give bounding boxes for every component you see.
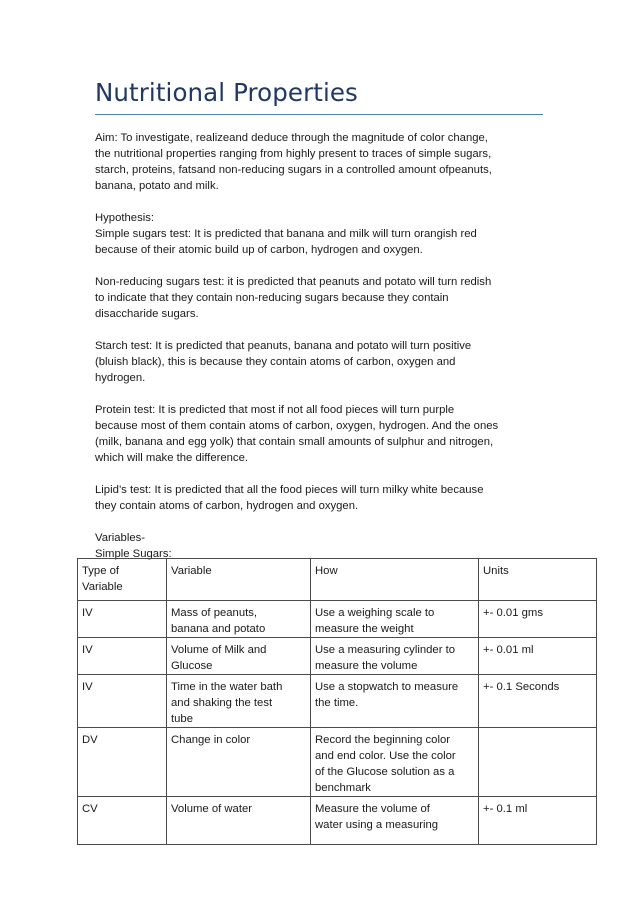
header-cell-how xyxy=(311,559,479,601)
cell-text: banana and potato xyxy=(171,623,266,635)
cell-text: Record the beginning color xyxy=(315,734,451,746)
cell-text: water using a measuring xyxy=(315,819,439,831)
table-row xyxy=(78,675,597,728)
non-reducing-paragraph xyxy=(95,274,543,322)
lipid-paragraph xyxy=(95,482,543,514)
title-underline xyxy=(95,114,543,115)
cell-variable xyxy=(167,797,311,845)
cell-variable xyxy=(167,728,311,797)
cell-text: IV xyxy=(82,607,93,619)
protein-line: which will make the difference. xyxy=(95,452,248,464)
non-reducing-line: to indicate that they contain non-reducing sugars because they contain xyxy=(95,292,449,304)
cell-text: Volume of water xyxy=(171,803,253,815)
cell-text: +- 0.1 ml xyxy=(483,803,528,815)
protein-line: because most of them contain atoms of carbon, oxygen, hydrogen. And the ones xyxy=(95,420,499,432)
simple-sugars-heading: Simple Sugars: xyxy=(95,548,172,560)
cell-type xyxy=(78,675,167,728)
cell-text: measure the volume xyxy=(315,660,418,672)
cell-text: and shaking the test xyxy=(171,697,273,709)
cell-text: and end color. Use the color xyxy=(315,750,456,762)
cell-units xyxy=(479,675,597,728)
aim-line: starch, proteins, fatsand non-reducing sugars in a controlled amount ofpeanuts, xyxy=(95,164,492,176)
lipid-line: they contain atoms of carbon, hydrogen and oxygen. xyxy=(95,500,359,512)
cell-text: Use a measuring cylinder to xyxy=(315,644,456,656)
aim-line: the nutritional properties ranging from highly present to traces of simple sugars, xyxy=(95,148,492,160)
table-row xyxy=(78,797,597,845)
cell-text: IV xyxy=(82,681,93,693)
variables-heading: Variables- xyxy=(95,532,146,544)
page-title: Nutritional Properties xyxy=(95,78,358,107)
cell-text: Variable xyxy=(171,565,212,577)
cell-text: Variable xyxy=(82,581,123,593)
starch-line: (bluish black), this is because they contain atoms of carbon, oxygen and xyxy=(95,356,456,368)
cell-type xyxy=(78,797,167,845)
cell-text: CV xyxy=(82,803,98,815)
table-header-row xyxy=(78,559,597,601)
protein-line: (milk, banana and egg yolk) that contain small amounts of sulphur and nitrogen, xyxy=(95,436,494,448)
table-row xyxy=(78,601,597,638)
variables-table xyxy=(77,558,597,845)
starch-paragraph xyxy=(95,338,543,386)
cell-how xyxy=(311,675,479,728)
cell-text: IV xyxy=(82,644,93,656)
aim-line: banana, potato and milk. xyxy=(95,180,219,192)
cell-text: +- 0.01 gms xyxy=(483,607,543,619)
starch-line: Starch test: It is predicted that peanuts, banana and potato will turn positive xyxy=(95,340,472,352)
cell-text: Change in color xyxy=(171,734,251,746)
simple-sugars-test-line: because of their atomic build up of carbon, hydrogen and oxygen. xyxy=(95,244,423,256)
cell-text: Time in the water bath xyxy=(171,681,283,693)
cell-text: of the Glucose solution as a xyxy=(315,766,455,778)
cell-how xyxy=(311,638,479,675)
cell-text: measure the weight xyxy=(315,623,414,635)
cell-text: Use a weighing scale to xyxy=(315,607,435,619)
cell-text: Use a stopwatch to measure xyxy=(315,681,459,693)
cell-text: Volume of Milk and xyxy=(171,644,267,656)
cell-units xyxy=(479,797,597,845)
document-body xyxy=(95,130,543,562)
protein-line: Protein test: It is predicted that most if not all food pieces will turn purple xyxy=(95,404,455,416)
cell-units xyxy=(479,638,597,675)
cell-units xyxy=(479,601,597,638)
cell-text: the time. xyxy=(315,697,359,709)
cell-variable xyxy=(167,601,311,638)
cell-units xyxy=(479,728,597,797)
aim-line: Aim: To investigate, realizeand deduce through the magnitude of color change, xyxy=(95,132,488,144)
cell-how xyxy=(311,797,479,845)
table-row xyxy=(78,728,597,797)
header-cell-variable xyxy=(167,559,311,601)
non-reducing-line: disaccharide sugars. xyxy=(95,308,199,320)
cell-text: +- 0.1 Seconds xyxy=(483,681,560,693)
protein-paragraph xyxy=(95,402,543,466)
cell-text: Type of xyxy=(82,565,120,577)
cell-how xyxy=(311,601,479,638)
cell-text: +- 0.01 ml xyxy=(483,644,534,656)
cell-text: tube xyxy=(171,713,193,725)
cell-text: benchmark xyxy=(315,782,371,794)
non-reducing-line: Non-reducing sugars test: it is predicted that peanuts and potato will turn redish xyxy=(95,276,492,288)
cell-variable xyxy=(167,675,311,728)
simple-sugars-test-line: Simple sugars test: It is predicted that banana and milk will turn orangish red xyxy=(95,228,477,240)
cell-text: Measure the volume of xyxy=(315,803,430,815)
cell-variable xyxy=(167,638,311,675)
cell-text: Units xyxy=(483,565,509,577)
lipid-line: Lipid’s test: It is predicted that all the food pieces will turn milky white because xyxy=(95,484,484,496)
header-cell-units xyxy=(479,559,597,601)
cell-text: Glucose xyxy=(171,660,213,672)
cell-text: Mass of peanuts, xyxy=(171,607,258,619)
hypothesis-heading: Hypothesis: xyxy=(95,212,155,224)
cell-type xyxy=(78,638,167,675)
cell-type xyxy=(78,601,167,638)
cell-how xyxy=(311,728,479,797)
header-cell-type xyxy=(78,559,167,601)
starch-line: hydrogen. xyxy=(95,372,146,384)
cell-text: How xyxy=(315,565,338,577)
table-row xyxy=(78,638,597,675)
cell-type xyxy=(78,728,167,797)
cell-text: DV xyxy=(82,734,98,746)
hypothesis-paragraph xyxy=(95,210,543,258)
aim-paragraph xyxy=(95,130,543,194)
